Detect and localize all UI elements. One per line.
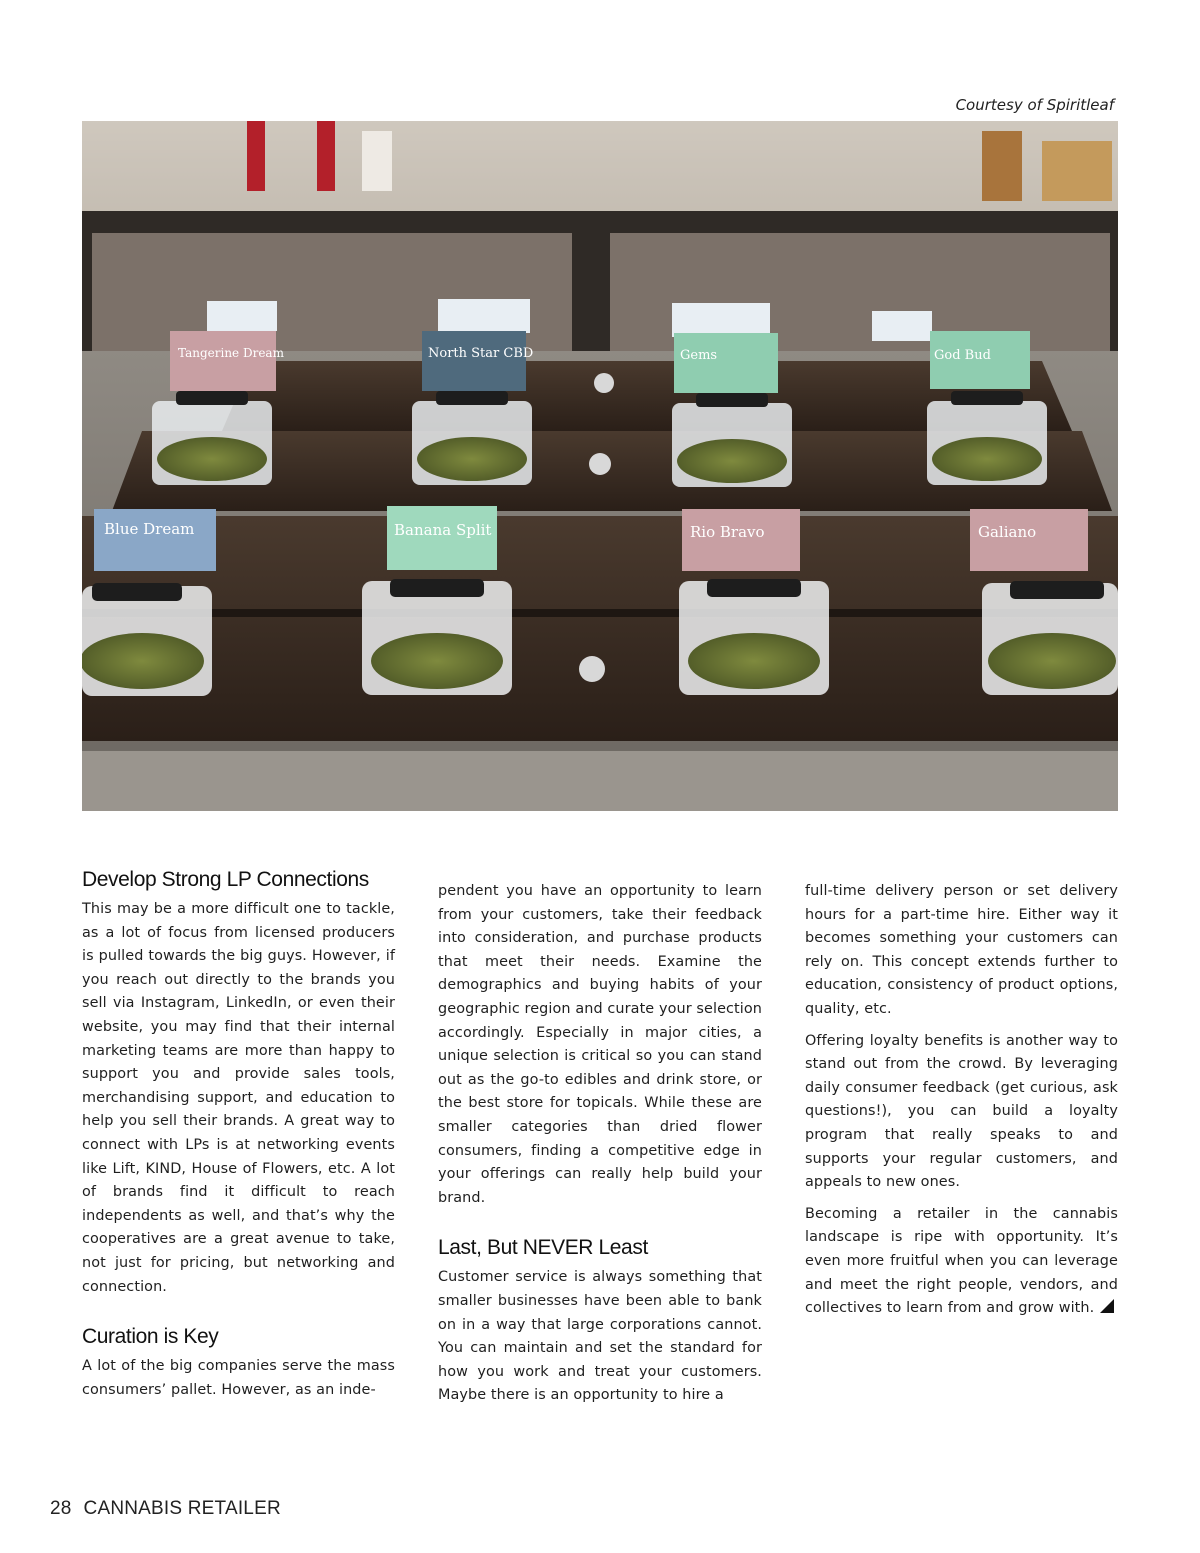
body-paragraph: pendent you have an opportunity to learn from your customers, take their feedback into consideration, and purchase products that meet their needs. Examine the demographics and buying habits of your geographic region and curate your selection accordingly. Especially in major cities, a unique selection is critical so you can stand out as the go-to edibles and drink store, or the best store for topicals. While these are smaller categories than dried flower consumers, finding a competitive edge in your offerings can really help build your brand.	[438, 883, 762, 1206]
jar-label-gems: Gems	[680, 348, 718, 363]
body-paragraph: Customer service is always something that smaller businesses have been able to bank on in a way that large corporations cannot. You can maintain and set the standard for how you work and treat your customers. Maybe there is an opportunity to hire a	[438, 1269, 762, 1404]
end-of-article-icon	[1100, 1299, 1114, 1313]
body-paragraph: A lot of the big companies serve the mass consumers’ pallet. However, as an inde-	[82, 1358, 395, 1398]
jar-label-north-star-cbd: North Star CBD	[428, 346, 534, 361]
body-paragraph: Offering loyalty benefits is another way to stand out from the crowd. By leveraging daily consumer feedback (get curious, ask questions!), you can build a loyalty program that really speaks to and supports your regular customers, and appeals to new ones.	[805, 1032, 1118, 1191]
jar-label-god-bud: God Bud	[934, 348, 991, 363]
closing-text: Becoming a retailer in the cannabis landscape is ripe with opportunity. It’s even more fruitful when you can leverage and meet the right people, vendors, and collectives to learn from and grow with.	[805, 1205, 1118, 1317]
publication-name: CANNABIS RETAILER	[83, 1498, 281, 1519]
column-1	[82, 868, 395, 1410]
section-heading-curation: Curation is Key	[82, 1325, 219, 1349]
jar-label-tangerine-dream: Tangerine Dream	[178, 346, 284, 360]
jar-label-galiano: Galiano	[978, 523, 1037, 541]
page-number: 28	[50, 1498, 72, 1519]
jar-label-banana-split: Banana Split	[394, 521, 492, 539]
body-paragraph: full-time delivery person or set delivery hours for a part-time hire. Either way it becomes something your customers can rely on. This concept extends further to education, consistency of product options, quality, etc.	[805, 883, 1118, 1017]
page-footer	[50, 1498, 281, 1520]
article-photo	[82, 121, 1118, 811]
column-2	[438, 868, 762, 1416]
photo-credit: Courtesy of Spiritleaf	[955, 96, 1114, 114]
column-3	[805, 868, 1118, 1329]
section-heading-last-but-never-least: Last, But NEVER Least	[438, 1236, 648, 1260]
closing-paragraph	[805, 1203, 1118, 1321]
section-heading-lp-connections: Develop Strong LP Connections	[82, 868, 369, 891]
body-paragraph: This may be a more difficult one to tackle, as a lot of focus from licensed producers is pulled towards the big guys. However, if you reach out directly to the brands you sell via Instagram, LinkedIn, or even their website, you may find that their internal marketing teams are more than happy to support you and provide sales tools, merchandising support, and education to help you sell their brands. A great way to connect with LPs is at networking events like Lift, KIND, House of Flowers, etc. A lot of brands find it difficult to reach independents as well, and that’s why the cooperatives are a great avenue to take, not just for pricing, but networking and connection.	[82, 901, 395, 1295]
jar-label-blue-dream: Blue Dream	[104, 520, 195, 538]
dispensary-display-photo	[82, 121, 1118, 811]
jar-label-rio-bravo: Rio Bravo	[690, 523, 765, 541]
